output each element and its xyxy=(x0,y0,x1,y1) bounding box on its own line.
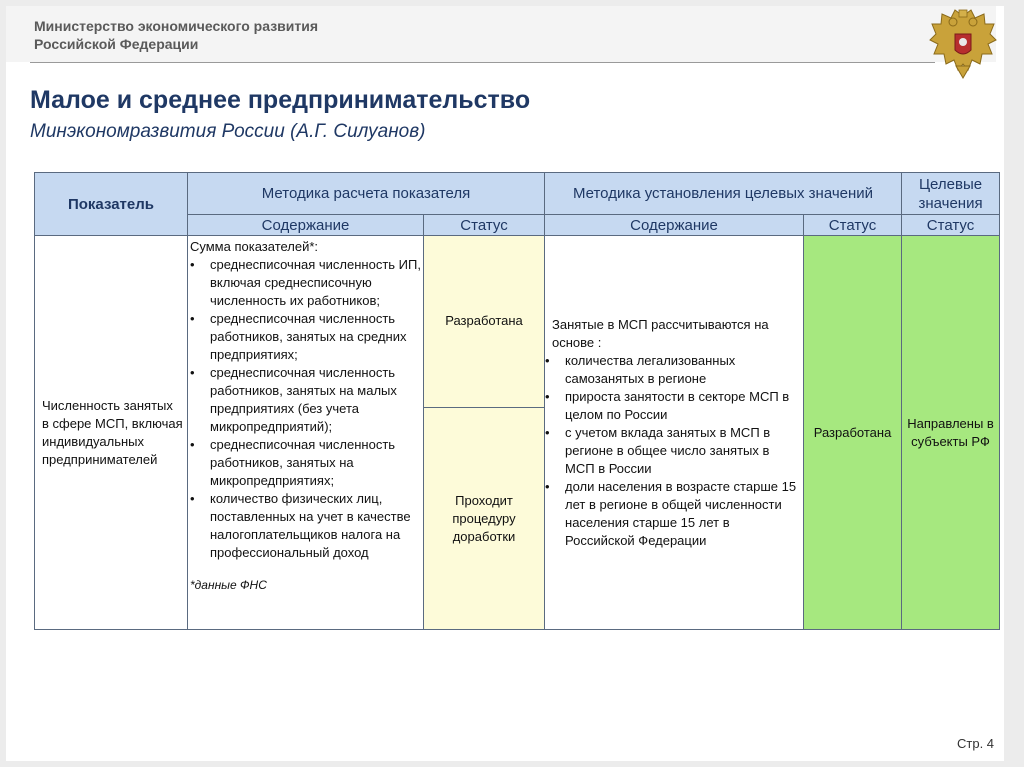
calc-item: • среднесписочная численность работников, занятых на малых предприятиях (без учета микропредприятий); xyxy=(190,364,421,436)
ministry-line-1: Министерство экономического развития xyxy=(34,18,318,34)
calc-intro: Сумма показателей*: xyxy=(190,239,319,254)
cell-values-status: Направлены в субъекты РФ xyxy=(902,236,1000,630)
subheader-status: Статус xyxy=(424,215,545,236)
calc-item: • среднесписочная численность работников, занятых на средних предприятиях; xyxy=(190,310,421,364)
header-indicator: Показатель xyxy=(35,173,188,236)
page-title: Малое и среднее предпринимательство xyxy=(30,86,531,114)
subheader-content: Содержание xyxy=(188,215,424,236)
page-number: Стр. 4 xyxy=(957,736,995,751)
subheader-status-3: Статус xyxy=(902,215,1000,236)
header-calc-method: Методика расчета показателя xyxy=(188,173,545,215)
calc-item: • количество физических лиц, поставленных на учет в качестве налогоплательщиков налога на профессиональный доход xyxy=(190,490,421,562)
header-divider xyxy=(30,62,935,63)
calc-list xyxy=(190,256,421,562)
cell-target-status: Разработана xyxy=(804,236,902,630)
ministry-name xyxy=(34,17,318,53)
subheader-content-2: Содержание xyxy=(545,215,804,236)
page-subtitle: Минэкономразвития России (А.Г. Силуанов) xyxy=(30,121,426,142)
target-list xyxy=(545,352,799,550)
frame-top xyxy=(0,0,1024,6)
header-target-values: Целевые значения xyxy=(902,173,1000,215)
cell-target-content xyxy=(545,236,804,630)
target-item: • прироста занятости в секторе МСП в целом по России xyxy=(545,388,799,424)
target-item: • с учетом вклада занятых в МСП в регионе в общее число занятых в МСП в России xyxy=(545,424,799,478)
cell-calc-status-developed: Разработана xyxy=(424,236,545,408)
frame-right xyxy=(1004,0,1024,767)
cell-indicator: Численность занятых в сфере МСП, включая индивидуальных предпринимателей xyxy=(35,236,188,630)
calc-item: • среднесписочная численность ИП, включая среднесписочную численность их работников; xyxy=(190,256,421,310)
cell-calc-status-in-revision: Проходит процедуру доработки xyxy=(424,408,545,630)
calc-item: • среднесписочная численность работников, занятых на микропредприятиях; xyxy=(190,436,421,490)
ministry-line-2: Российской Федерации xyxy=(34,36,199,52)
cell-calc-content xyxy=(188,236,424,630)
subheader-status-2: Статус xyxy=(804,215,902,236)
frame-bottom xyxy=(0,761,1024,767)
target-intro: Занятые в МСП рассчитываются на основе : xyxy=(552,316,769,350)
double-headed-eagle-emblem-icon xyxy=(928,8,998,80)
calc-note: *данные ФНС xyxy=(190,578,267,592)
target-item: • доли населения в возрасте старше 15 лет в регионе в общей численности населения старше 15 лет в Российской Федерации xyxy=(545,478,799,550)
header-target-method: Методика установления целевых значений xyxy=(545,173,902,215)
target-item: • количества легализованных самозанятых в регионе xyxy=(545,352,799,388)
frame-left xyxy=(0,0,6,767)
indicator-table xyxy=(34,172,1000,630)
